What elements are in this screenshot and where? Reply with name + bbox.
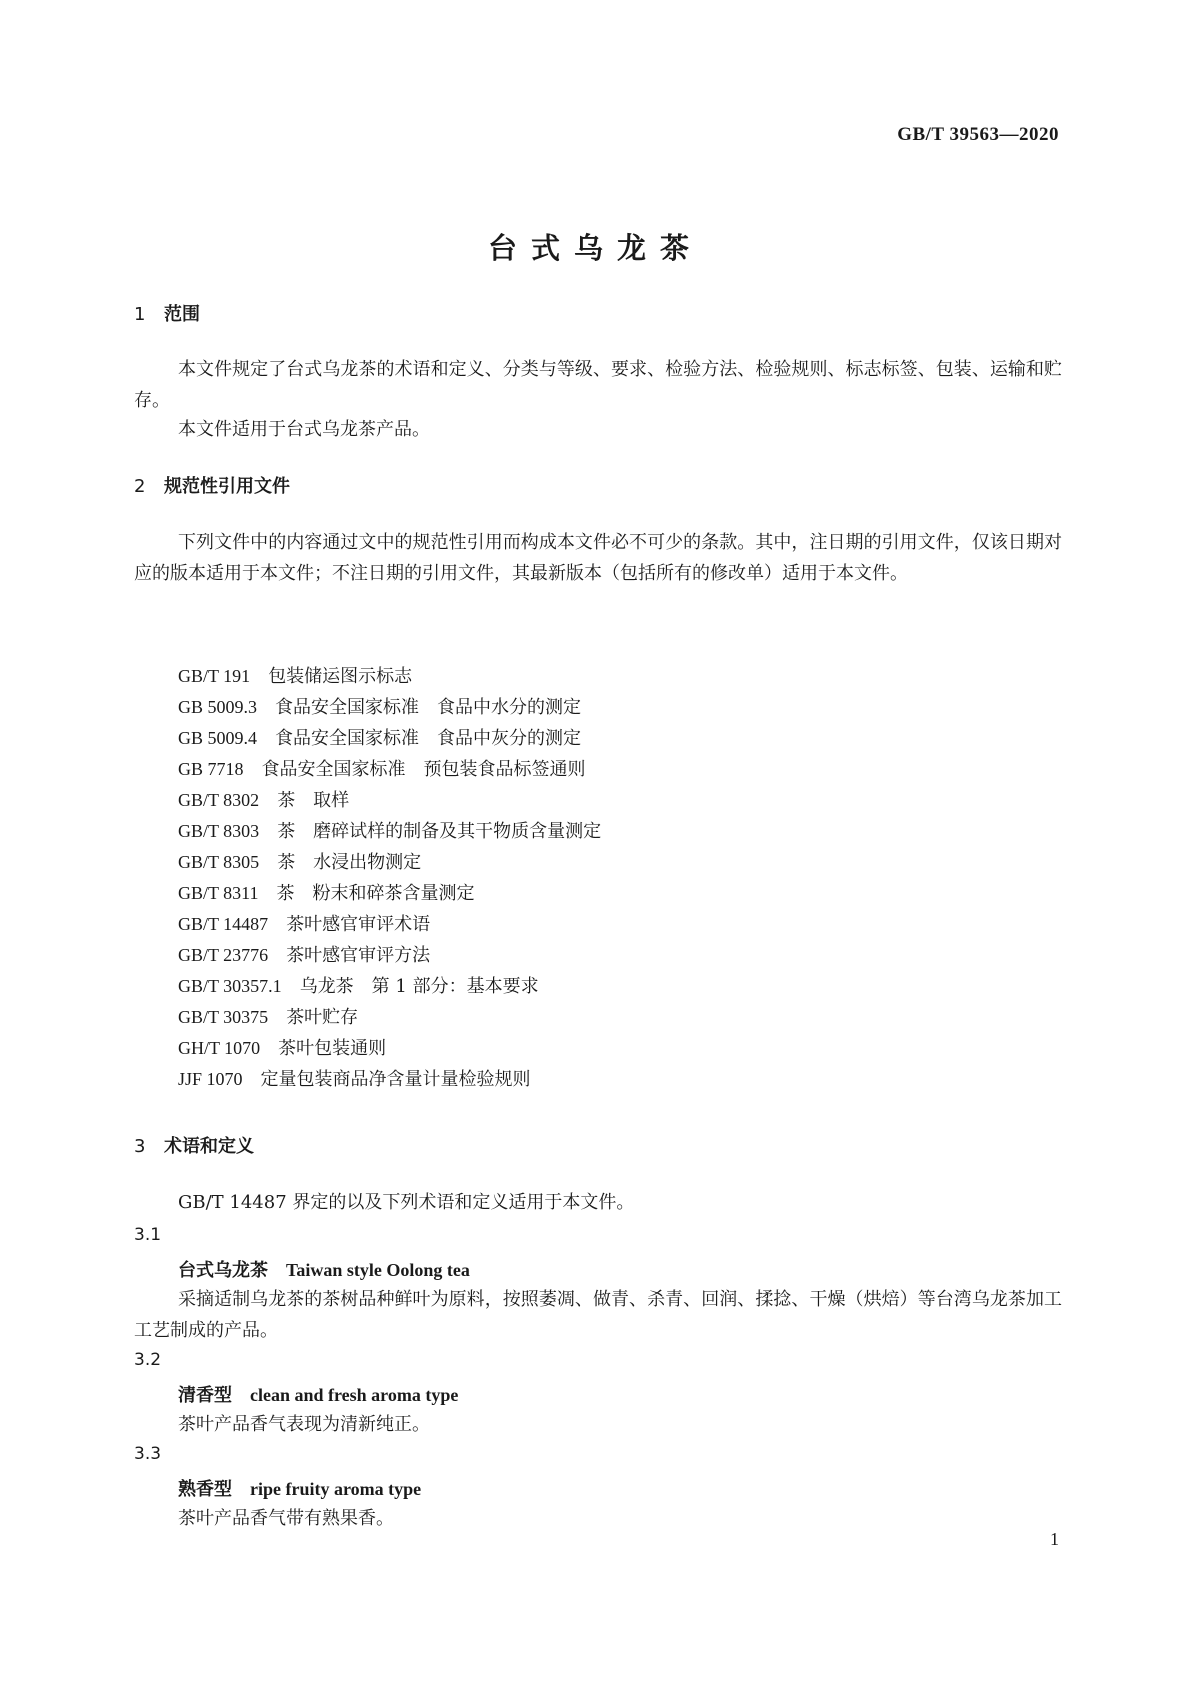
term-number: 3.1 bbox=[134, 1225, 162, 1245]
reference-title: 茶 磨碎试样的制备及其干物质含量测定 bbox=[277, 821, 602, 842]
reference-title: 茶 粉末和碎茶含量测定 bbox=[276, 883, 475, 904]
term-name bbox=[178, 1256, 470, 1282]
reference-title: 包装储运图示标志 bbox=[268, 666, 413, 687]
section-number: 3 bbox=[134, 1136, 146, 1157]
reference-code: GB 5009.3 bbox=[178, 697, 258, 717]
reference-item bbox=[178, 940, 601, 971]
reference-title: 定量包装商品净含量计量检验规则 bbox=[260, 1069, 531, 1090]
section-title: 规范性引用文件 bbox=[164, 476, 290, 497]
reference-item bbox=[178, 723, 601, 754]
reference-title: 食品安全国家标准 食品中灰分的测定 bbox=[275, 728, 582, 749]
term-number: 3.3 bbox=[134, 1444, 162, 1464]
section-title: 术语和定义 bbox=[164, 1136, 254, 1157]
term-definition: 采摘适制乌龙茶的茶树品种鲜叶为原料，按照萎凋、做青、杀青、回润、揉捻、干燥（烘焙）等台湾乌龙茶加工工艺制成的产品。 bbox=[134, 1289, 1062, 1341]
reference-title: 乌龙茶 第 1 部分：基本要求 bbox=[299, 976, 539, 997]
reference-item bbox=[178, 785, 601, 816]
document-title: 台式乌龙茶 bbox=[487, 231, 703, 265]
reference-code: GB/T 8311 bbox=[178, 883, 259, 903]
page-number: 1 bbox=[1050, 1529, 1059, 1549]
reference-item bbox=[178, 1002, 601, 1033]
reference-title: 茶 水浸出物测定 bbox=[277, 852, 422, 873]
reference-item bbox=[178, 909, 601, 940]
section-3-intro: GB/T 14487 界定的以及下列术语和定义适用于本文件。 bbox=[178, 1192, 635, 1213]
reference-code: GB/T 30357.1 bbox=[178, 976, 282, 996]
reference-code: GB 5009.4 bbox=[178, 728, 258, 748]
term-name-en: clean and fresh aroma type bbox=[250, 1385, 459, 1405]
reference-code: GB/T 8305 bbox=[178, 852, 260, 872]
reference-code: JJF 1070 bbox=[178, 1069, 243, 1089]
term-name bbox=[178, 1381, 458, 1407]
reference-item bbox=[178, 878, 601, 909]
reference-title: 茶叶感官审评术语 bbox=[286, 914, 431, 935]
section-1-paragraph-1: 本文件规定了台式乌龙茶的术语和定义、分类与等级、要求、检验方法、检验规则、标志标签、包装、运输和贮存。 bbox=[134, 359, 1062, 411]
section-1-heading bbox=[134, 300, 200, 326]
reference-code: GB/T 23776 bbox=[178, 945, 269, 965]
reference-item bbox=[178, 661, 601, 692]
reference-item bbox=[178, 692, 601, 723]
reference-code: GB/T 30375 bbox=[178, 1007, 269, 1027]
term-name-en: Taiwan style Oolong tea bbox=[286, 1260, 470, 1280]
reference-code: GH/T 1070 bbox=[178, 1038, 261, 1058]
reference-title: 食品安全国家标准 预包装食品标签通则 bbox=[261, 759, 586, 780]
term-name-en: ripe fruity aroma type bbox=[250, 1479, 422, 1499]
term-definition: 茶叶产品香气表现为清新纯正。 bbox=[178, 1414, 430, 1435]
reference-title: 茶 取样 bbox=[277, 790, 350, 811]
term-name-cn: 清香型 bbox=[178, 1385, 232, 1406]
reference-item bbox=[178, 1033, 601, 1064]
reference-title: 茶叶贮存 bbox=[286, 1007, 359, 1028]
reference-item bbox=[178, 816, 601, 847]
section-title: 范围 bbox=[164, 304, 200, 325]
term-name bbox=[178, 1475, 421, 1501]
reference-item bbox=[178, 754, 601, 785]
reference-code: GB/T 14487 bbox=[178, 914, 269, 934]
reference-code: GB/T 8303 bbox=[178, 821, 260, 841]
standard-number: GB/T 39563—2020 bbox=[897, 124, 1059, 145]
section-number: 2 bbox=[134, 476, 146, 497]
section-3-heading bbox=[134, 1132, 254, 1158]
section-2-heading bbox=[134, 472, 290, 498]
reference-item bbox=[178, 971, 601, 1002]
reference-title: 茶叶感官审评方法 bbox=[286, 945, 431, 966]
section-number: 1 bbox=[134, 304, 146, 325]
reference-code: GB 7718 bbox=[178, 759, 244, 779]
term-definition: 茶叶产品香气带有熟果香。 bbox=[178, 1508, 394, 1529]
term-name-cn: 熟香型 bbox=[178, 1479, 232, 1500]
section-1-paragraph-2: 本文件适用于台式乌龙茶产品。 bbox=[178, 419, 430, 440]
normative-reference-list bbox=[178, 661, 601, 1095]
reference-item bbox=[178, 1064, 601, 1095]
reference-code: GB/T 8302 bbox=[178, 790, 260, 810]
reference-title: 茶叶包装通则 bbox=[278, 1038, 387, 1059]
reference-item bbox=[178, 847, 601, 878]
term-name-cn: 台式乌龙茶 bbox=[178, 1260, 268, 1281]
section-2-intro: 下列文件中的内容通过文中的规范性引用而构成本文件必不可少的条款。其中，注日期的引用文件，仅该日期对应的版本适用于本文件；不注日期的引用文件，其最新版本（包括所有的修改单）适用于本文件。 bbox=[134, 532, 1062, 584]
reference-code: GB/T 191 bbox=[178, 666, 251, 686]
term-number: 3.2 bbox=[134, 1350, 162, 1370]
reference-title: 食品安全国家标准 食品中水分的测定 bbox=[275, 697, 582, 718]
